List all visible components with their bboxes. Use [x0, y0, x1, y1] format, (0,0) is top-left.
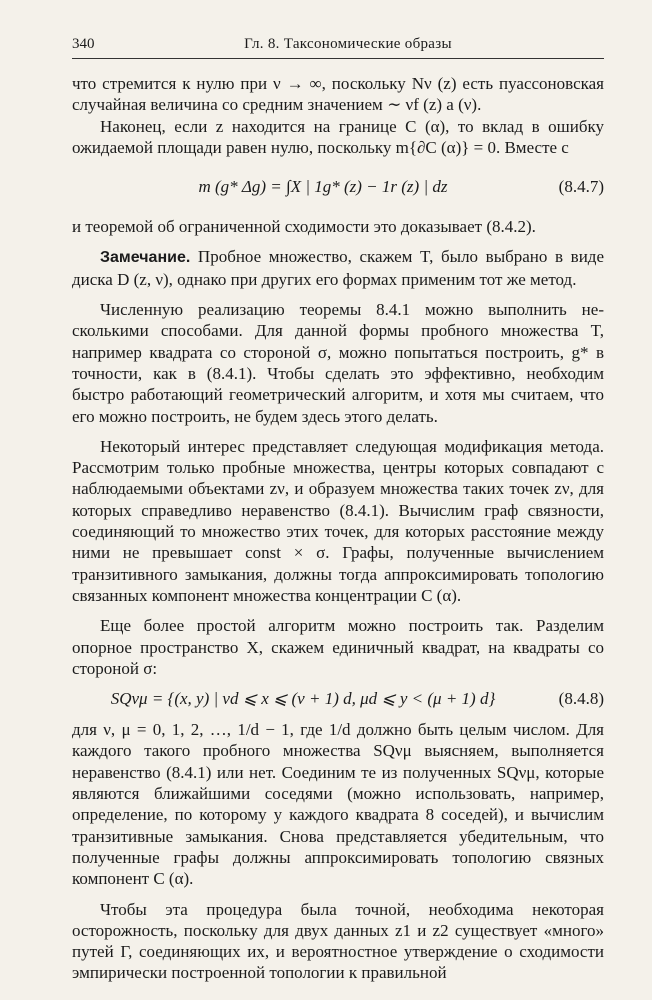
paragraph-2: Наконец, если z находится на границе C (α), то вклад в ошибку ожидаемой площади равен нулю, поскольку m{∂C (α)} = 0. Вместе с: [72, 116, 604, 157]
formula-8-4-7-number: (8.4.7): [558, 177, 604, 197]
paragraph-5: Некоторый интерес представляет следующая модификация метода. Рассмотрим только пробные множества, центры которых совпадают с наблюдаемыми объектами zν, и образуем множества таких точек zν, для которых справедливо неравенство (8.4.1). Вычислим граф связности, соединяющий то множество этих точек, для которых расстояние между ними не превышает const × σ. Графы, полученные вычислением транзитивного замыкания, должны тогда аппроксимировать топологию связанных компонент множества концентрации C (α).: [72, 436, 604, 605]
formula-8-4-7: [72, 158, 604, 216]
page-number: 340: [72, 36, 95, 52]
formula-8-4-8-number: (8.4.8): [558, 689, 604, 709]
paragraph-4: Численную реализацию теоремы 8.4.1 можно выполнить несколькими способами. Для данной формы пробного множества T, например квадрата со стороной σ, можно попытаться построить, g* в точности, как в (8.4.1). Чтобы сделать это эффективно, необходим быстро работающий геометрический алгоритм, и хотя мы считаем, что его можно построить, не будем здесь этого делать.: [72, 300, 604, 426]
formula-8-4-8: [72, 679, 604, 719]
paragraph-6: Еще более простой алгоритм можно построить так. Разделим опорное пространство X, скажем единичный квадрат, на квадраты со стороной σ:: [72, 616, 604, 678]
remark-text: Пробное множество, скажем T, было выбрано в виде диска D (z, ν), однако при других его формах применим тот же метод.: [72, 247, 604, 289]
formula-8-4-7-body: m (g* Δg) = ∫X | 1g* (z) − 1r (z) | dz: [198, 177, 448, 197]
paragraph-1: что стремится к нулю при ν → ∞, поскольку Nν (z) есть пуассоновская случайная величина со средним значением ∼ νf (z) a (ν).: [72, 74, 604, 115]
running-title: Гл. 8. Таксономические образы: [244, 36, 452, 52]
book-page: [72, 36, 604, 984]
page-header: [72, 36, 604, 59]
paragraph-8: Чтобы эта процедура была точной, необходима некоторая осторожность, поскольку для двух данных z1 и z2 существует «много» путей Γ, соединяющих их, и вероятностное утверждение о сходимости эмпирически построенной топологии к правильной: [72, 899, 604, 983]
paragraph-3: и теоремой об ограниченной сходимости это доказывает (8.4.2).: [72, 217, 536, 237]
formula-8-4-8-body: SQνμ = {(x, y) | νd ⩽ x ⩽ (ν + 1) d, μd ⩽ y < (μ + 1) d}: [110, 689, 496, 709]
paragraph-7: для ν, μ = 0, 1, 2, …, 1/d − 1, где 1/d должно быть целым числом. Для каждого такого пробного множества SQνμ выясняем, выполняется неравенство (8.4.1) или нет. Соединим те из полученных SQνμ, которые являются ближайшими соседями (можно использовать, например, определение, по которому у каждого квадрата 8 соседей), и вычислим транзитивные замыкания. Снова представляется убедительным, что полученные графы должны аппроксимировать топологию связных компонент C (α).: [72, 720, 604, 889]
remark-label: Замечание.: [100, 249, 191, 267]
remark-paragraph: [72, 246, 604, 290]
